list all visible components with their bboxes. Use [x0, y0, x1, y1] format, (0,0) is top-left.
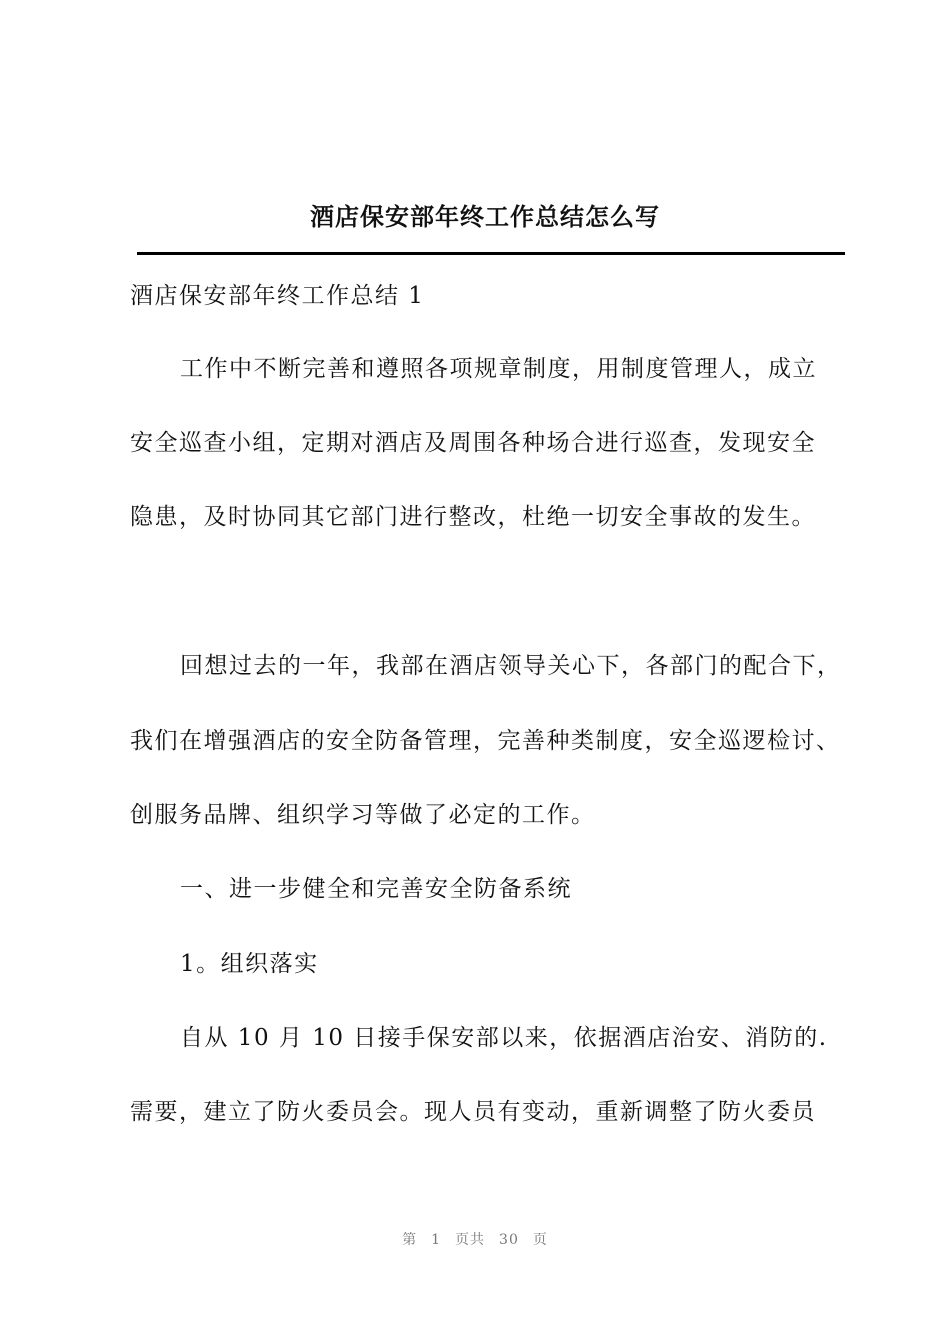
document-title: 酒店保安部年终工作总结怎么写	[310, 202, 660, 231]
title-divider	[137, 252, 845, 255]
page-footer	[0, 1229, 950, 1249]
paragraph-line: 回想过去的一年，我部在酒店领导关心下，各部门的配合下，	[180, 653, 842, 679]
paragraph-line: 自从 10 月 10 日接手保安部以来，依据酒店治安、消防的.	[180, 1025, 828, 1051]
paragraph-line: 工作中不断完善和遵照各项规章制度，用制度管理人，成立	[180, 356, 817, 382]
subsection-item: 1。组织落实	[180, 951, 319, 977]
paragraph-line: 隐患，及时协同其它部门进行整改，杜绝一切安全事故的发生。	[130, 504, 816, 530]
paragraph-line: 我们在增强酒店的安全防备管理，完善种类制度，安全巡逻检讨、	[130, 728, 841, 754]
footer-suffix: 页	[532, 1232, 548, 1248]
paragraph-line: 安全巡查小组，定期对酒店及周围各种场合进行巡查，发现安全	[130, 430, 816, 456]
footer-prefix: 第	[402, 1232, 418, 1248]
paragraph-line: 需要，建立了防火委员会。现人员有变动，重新调整了防火委员	[130, 1099, 816, 1125]
section-heading: 酒店保安部年终工作总结 1	[130, 283, 425, 309]
current-page-number: 1	[431, 1232, 442, 1248]
footer-mid: 页共	[455, 1232, 486, 1248]
total-pages-number: 30	[499, 1232, 519, 1248]
paragraph-line: 创服务品牌、组织学习等做了必定的工作。	[130, 802, 596, 828]
subsection-heading: 一、进一步健全和完善安全防备系统	[180, 876, 572, 902]
